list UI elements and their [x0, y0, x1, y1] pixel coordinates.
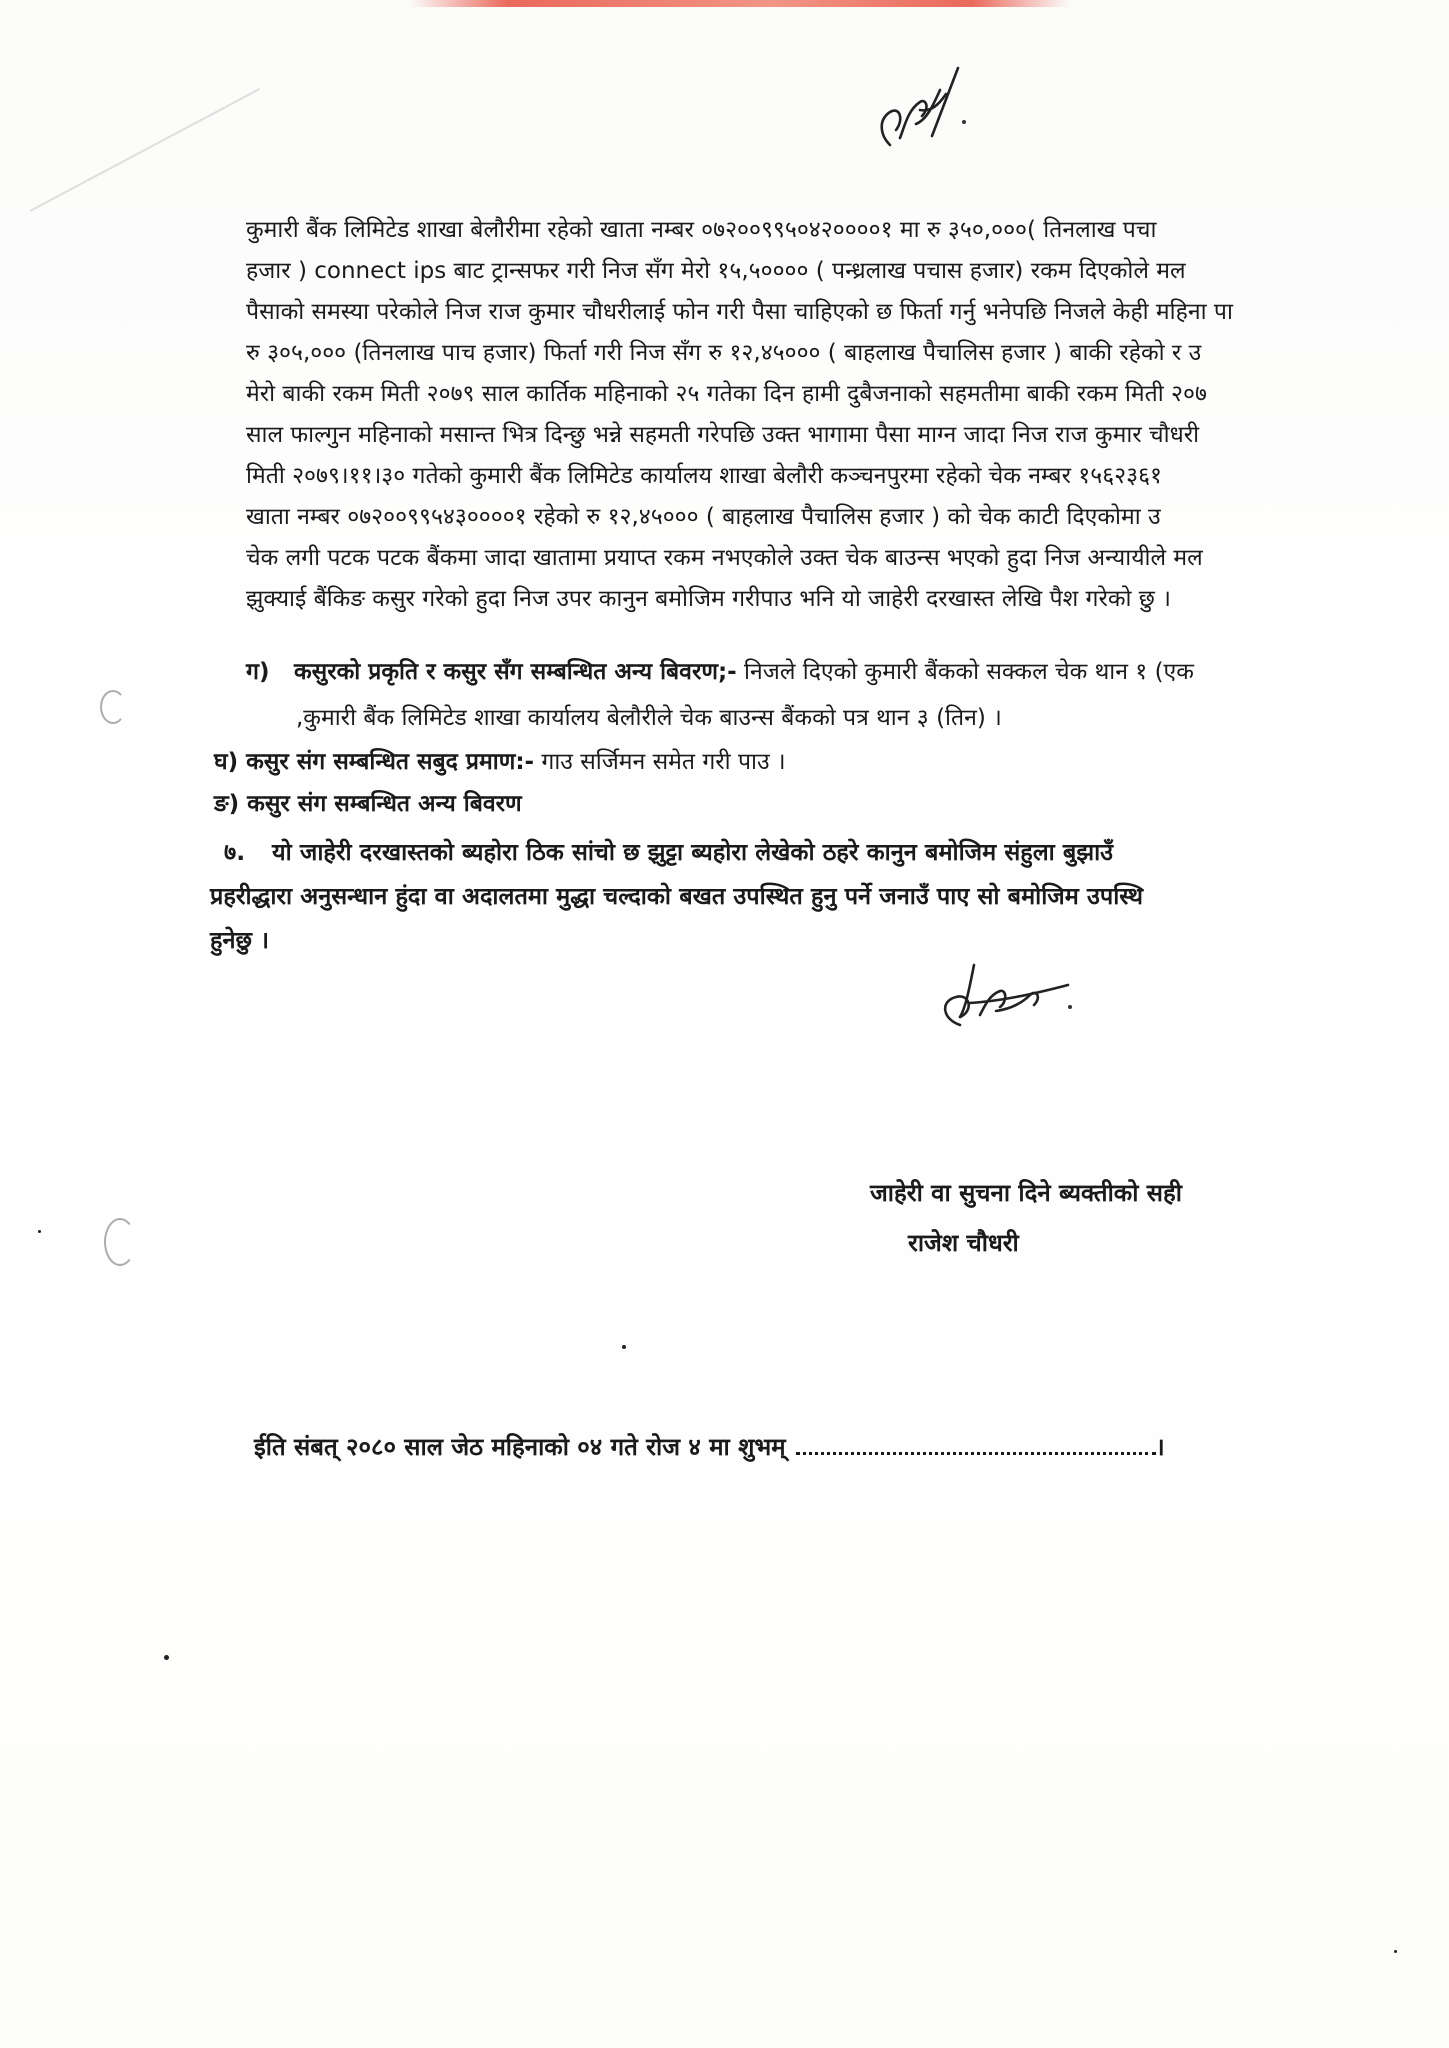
declaration-paragraph — [210, 830, 1440, 962]
signer-name: राजेश चौधरी — [908, 1229, 1019, 1257]
closing-line — [254, 1430, 1165, 1463]
body-line: झुक्याई बैंकिङ कसुर गरेको हुदा निज उपर कानुन बमोजिम गरीपाउ भनि यो जाहेरी दरखास्त लेखि पैश गरेको छु । — [246, 586, 1171, 612]
section-nga: ङ) कसुर संग सम्बन्धित अन्य बिवरण — [214, 791, 522, 817]
body-line: खाता नम्बर ०७२००९९५४३००००१ रहेको रु १२,४५००० ( बाहलाख पैचालिस हजार ) को चेक काटी दिएकोमा उ — [246, 504, 1161, 530]
scan-speck — [622, 1345, 626, 1349]
closing-end: । — [1155, 1433, 1165, 1461]
body-paragraph — [246, 210, 1436, 620]
body-line: कुमारी बैंक लिमिटेड शाखा बेलौरीमा रहेको खाता नम्बर ०७२००९९५०४२००००१ मा रु ३५०,०००( तिनलाख पचा — [246, 217, 1157, 243]
scan-speck — [38, 1230, 41, 1233]
declaration-line: प्रहरीद्धारा अनुसन्धान हुंदा वा अदालतमा मुद्धा चल्दाको बखत उपस्थित हुनु पर्ने जनाउँ पाए सो बमोजिम उपस्थि — [210, 882, 1143, 910]
signer-caption: जाहेरी वा सुचना दिने ब्यक्तीको सही — [870, 1179, 1182, 1207]
punch-mark — [100, 690, 126, 724]
section-g-title: कसुरको प्रकृति र कसुर सँग सम्बन्धित अन्य बिवरण;- — [294, 659, 737, 685]
section-gha-text: गाउ सर्जिमन समेत गरी पाउ । — [534, 749, 786, 775]
body-line: मिती २०७९।११।३० गतेको कुमारी बैंक लिमिटेड कार्यालय शाखा बेलौरी कञ्चनपुरमा रहेको चेक नम्बर १५६२३६१ — [246, 463, 1163, 489]
section-g-continuation: ,कुमारी बैंक लिमिटेड शाखा कार्यालय बेलौरीले चेक बाउन्स बैंकको पत्र थान ३ (तिन) । — [296, 705, 1002, 731]
scan-speck — [1394, 1950, 1397, 1953]
signer-signature — [930, 955, 1090, 1055]
section-g-number: ग) — [246, 659, 270, 685]
top-signature — [860, 50, 980, 170]
section-g — [246, 652, 1194, 693]
signer-block — [870, 1168, 1182, 1268]
closing-text: ईति संबत् २०८० साल जेठ महिनाको ०४ गते रोज ४ मा शुभम् — [254, 1433, 786, 1461]
declaration-number: ७. — [224, 838, 246, 866]
declaration-line: हुनेछु । — [210, 926, 270, 954]
section-gha-label: घ) कसुर संग सम्बन्धित सबुद प्रमाण:- — [214, 749, 535, 775]
section-g-text: निजले दिएको कुमारी बैंकको सक्कल चेक थान १ (एक — [736, 659, 1194, 685]
body-line: साल फाल्गुन महिनाको मसान्त भित्र दिन्छु भन्ने सहमती गरेपछि उक्त भागामा पैसा माग्न जादा निज राज कुमार चौधरी — [246, 422, 1200, 448]
body-line: हजार ) connect ips बाट ट्रान्सफर गरी निज सँग मेरो १५,५०००० ( पन्ध्रलाख पचास हजार) रकम दिएकोले मल — [246, 258, 1186, 284]
punch-mark — [104, 1218, 136, 1266]
body-line: चेक लगी पटक पटक बैंकमा जादा खातामा प्रयाप्त रकम नभएकोले उक्त चेक बाउन्स भएको हुदा निज अन्यायीले मल — [246, 545, 1203, 571]
dotted-leader — [796, 1436, 1156, 1455]
declaration-line: यो जाहेरी दरखास्तको ब्यहोरा ठिक सांचो छ झुट्टा ब्यहोरा लेखेको ठहरे कानुन बमोजिम संहुला बुझाउँ — [272, 838, 1114, 866]
body-line: पैसाको समस्या परेकोले निज राज कुमार चौधरीलाई फोन गरी पैसा चाहिएको छ फिर्ता गर्नु भनेपछि निजले केही महिना पा — [246, 299, 1233, 325]
body-line: मेरो बाकी रकम मिती २०७९ साल कार्तिक महिनाको २५ गतेका दिन हामी दुबैजनाको सहमतीमा बाकी रकम मिती २०७ — [246, 381, 1207, 407]
section-gha — [214, 742, 786, 783]
scan-streak — [30, 88, 261, 212]
top-stamp-mark — [410, 0, 1070, 7]
body-line: रु ३०५,००० (तिनलाख पाच हजार) फिर्ता गरी निज सँग रु १२,४५००० ( बाहलाख पैचालिस हजार ) बाकी रहेको र उ — [246, 340, 1202, 366]
scan-speck — [164, 1655, 169, 1660]
